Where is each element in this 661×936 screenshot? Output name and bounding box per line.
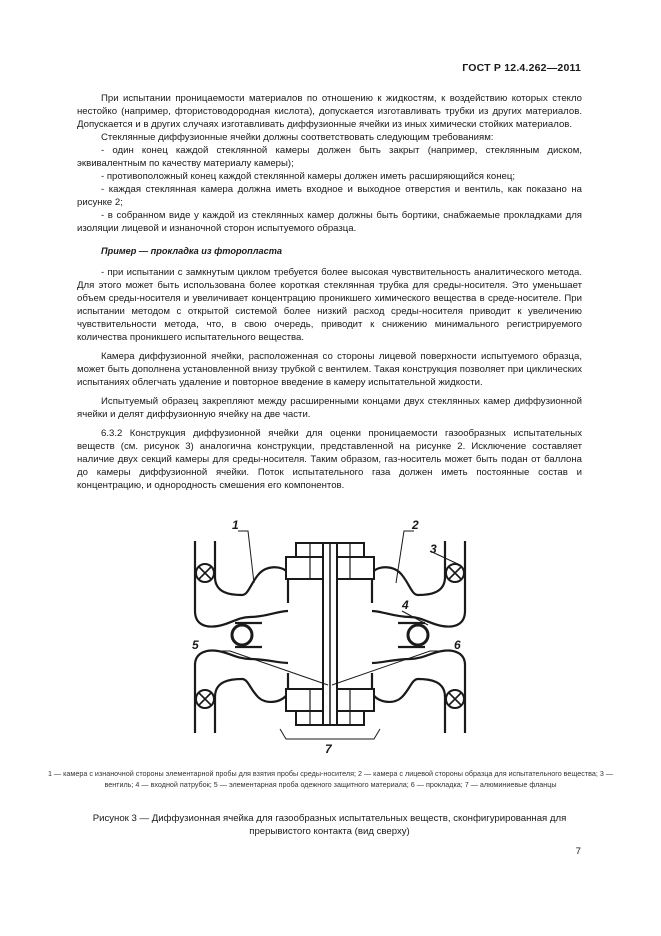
paragraph: 6.3.2 Конструкция диффузионной ячейки для оценки проницаемости газообразных испытательных веществ (см. рисунок 3) аналогична конструкции, представленной на рисунке 2. Исключение составляет наличие двух секций камеры для среды-носителя. Таким образом, газ-носитель может быть подан от баллона до камеры диффузионной ячейки. Поток испытательного газа должен иметь постоянные состав и концентрацию, и однородность смешения его компонентов. (77, 428, 582, 491)
list-item: - в собранном виде у каждой из стеклянных камер должны быть бортики, снабжаемые прокладками для изоляции лицевой и изнаночной сторон испытуемого образца. (77, 210, 582, 234)
body-text (77, 92, 582, 492)
example-label: Пример — прокладка из фторопласта (101, 246, 282, 256)
label-5: 5 (192, 638, 199, 652)
label-6: 6 (454, 638, 461, 652)
chamber-1-inner (195, 541, 288, 627)
label-2: 2 (412, 518, 419, 532)
diffusion-cell-diagram (170, 513, 490, 763)
figure-caption: Рисунок 3 — Диффузионная ячейка для газообразных испытательных веществ, сконфигурированная для прерывистого контакта (вид сверху) (92, 813, 567, 837)
chamber-2-inner (372, 541, 465, 627)
paragraph: При испытании проницаемости материалов по отношению к жидкостям, к воздействию которых стекло нестойко (например, фтористоводородная кислота), допускается изготавливать трубки из других материалов. Допускается и в других случаях изготавливать диффузионные ячейки из иных химически стойких материалов. (77, 93, 582, 130)
label-1: 1 (232, 518, 239, 532)
figure-legend: 1 — камера с изнаночной стороны элементарной пробы для взятия пробы среды-носителя; 2 — камера с лицевой стороны образца для испытательного вещества; 3 —вентиль; 4 — входной патрубок; 5 — элементарная проба одежного защитного материала; 6 — прокладка; 7 — алюминиевые фланцы (47, 769, 614, 789)
paragraph: Стеклянные диффузионные ячейки должны соответствовать следующим требованиям: (101, 132, 494, 143)
document-header: ГОСТ Р 12.4.262—2011 (462, 62, 581, 74)
paragraph: - при испытании с замкнутым циклом требуется более высокая чувствительность аналитического метода. Для этого может быть использована более короткая стеклянная трубка для среды-носителя. Это уменьшает объем среды-носителя и увеличивает концентрацию проникшего химического вещества в среде-носителе. При испытании методом с открытой системой более низкий расход среды-носителя приводит к увеличению чувствительности метода, что, в свою очередь, приводит к снижению минимального регистрируемого количества проникшего испытательного вещества. (77, 267, 582, 343)
label-3: 3 (430, 542, 437, 556)
list-item: - каждая стеклянная камера должна иметь входное и выходное отверстия и вентиль, как показано на рисунке 2; (77, 184, 582, 208)
page-number: 7 (575, 846, 581, 857)
list-item: - один конец каждой стеклянной камеры должен быть закрыт (например, стеклянным диском, эквивалентным по качеству материалу камеры); (77, 145, 582, 169)
paragraph: Камера диффузионной ячейки, расположенная со стороны лицевой поверхности испытуемого образца, может быть дополнена установленной внизу трубкой с вентилем. Такая конструкция позволяет при циклических испытаниях облегчать удаление и повторное введение в камеру испытательной жидкости. (77, 351, 582, 388)
chamber-1-outline (215, 541, 288, 603)
lower-left-outer (215, 673, 288, 733)
lower-right-outer (372, 673, 445, 733)
paragraph: Испытуемый образец закрепляют между расширенными концами двух стеклянных камер диффузионной ячейки и делят диффузионную ячейку на две части. (77, 396, 582, 420)
list-item: - противоположный конец каждой стеклянной камеры должен иметь расширяющийся конец; (101, 171, 515, 182)
label-4: 4 (402, 598, 409, 612)
label-7: 7 (325, 742, 332, 756)
